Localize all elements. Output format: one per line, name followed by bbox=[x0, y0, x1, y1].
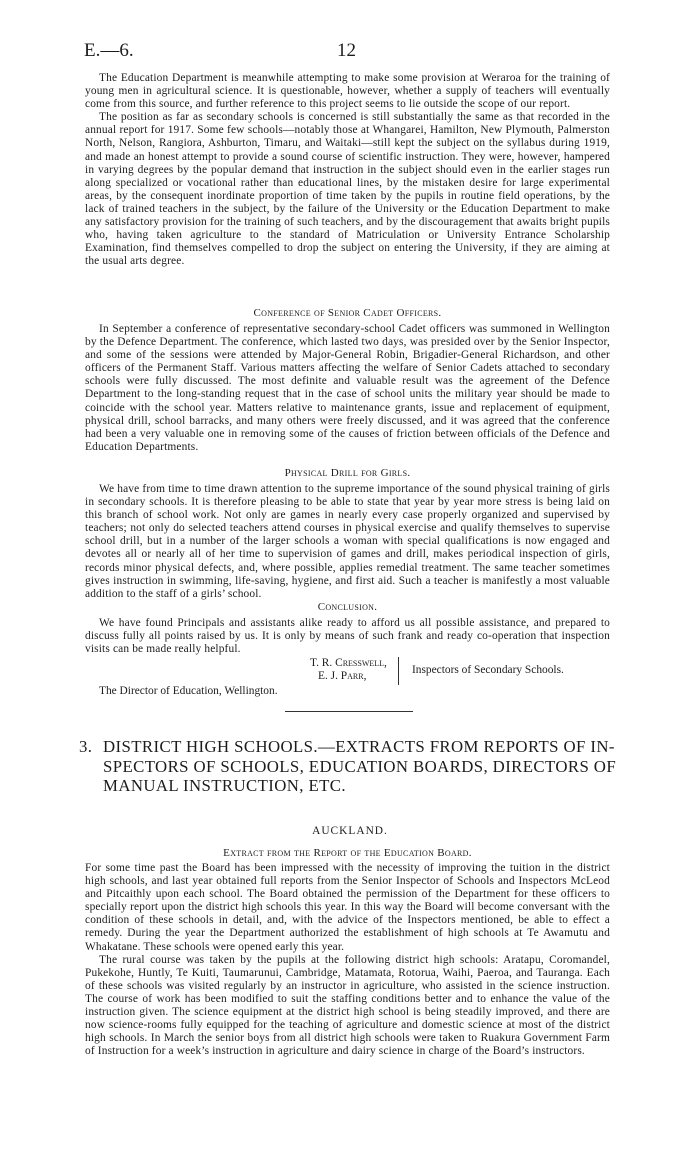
intro-text-block bbox=[85, 72, 610, 268]
paragraph-conclusion: We have found Principals and assistants alike ready to afford us all possible assistance, and prepared to discuss fully all points raised by us. It is only by means of such frank and ready co-operation that inspection visits can be made really helpful. bbox=[85, 617, 610, 656]
signature-brace bbox=[398, 657, 407, 685]
section-number: 3. bbox=[79, 737, 93, 756]
heading-physical-drill: Physical Drill for Girls. bbox=[284, 467, 411, 479]
signature-block bbox=[310, 657, 610, 689]
signatory-cresswell: T. R. Cresswell, bbox=[310, 657, 387, 669]
paragraph-rural-course: The rural course was taken by the pupils at the following district high schools: Aratapu, Coromandel, Pukekohe, Huntly, Te Kuiti, Taumarunui, Cambridge, Matamata, Rotorua, Waihi, Paeroa, and Tauranga. Each of these schools was visited regularly by an instructor in agriculture, who assisted in the science instruction. The course of work has been modified to suit the staffing conditions better and to enhance the value of the instruction given. The science equipment at the district high school is being steadily improved, and there are now science-rooms fully equipped for the teaching of agriculture and domestic science at most of the district high schools. In March the senior boys from all district high schools were taken to Ruakura Government Farm of Instruction for a week’s instruction in agriculture and dairy science in charge of the Board’s instructors. bbox=[85, 953, 610, 1058]
section-title-line-3: MANUAL INSTRUCTION, ETC. bbox=[103, 776, 346, 795]
paragraph-physical-drill: We have from time to time drawn attention to the supreme importance of the sound physical training of girls in secondary schools. It is therefore pleasing to be able to state that year by year more stress is being laid on this branch of school work. Not only are games in nearly every case properly organized and supervised by teachers; not only do selected teachers attend courses in physical exercise and qualify themselves to supervise school drill, but in a number of the larger schools a woman with special qualifications is now engaged and devotes all or nearly all of her time to supervision of games and drill, makes periodical inspection of girls, records minor physical defects, and, where possible, applies remedial treatment. The same teacher sometimes gives instruction in swimming, life-saving, hygiene, and first aid. Such a teacher is manifestly a most valuable addition to the staff of a girls’ school. bbox=[85, 483, 610, 600]
heading-conclusion: Conclusion. bbox=[317, 601, 378, 613]
section-title-line-1: DISTRICT HIGH SCHOOLS.—EXTRACTS FROM REPORTS OF IN- bbox=[103, 737, 615, 756]
addressee-line: The Director of Education, Wellington. bbox=[99, 685, 278, 697]
page-header bbox=[0, 40, 700, 62]
section-title-line-2: SPECTORS OF SCHOOLS, EDUCATION BOARDS, DIRECTORS OF bbox=[103, 756, 617, 776]
paragraph-auckland-tuition: For some time past the Board has been impressed with the necessity of improving the tuition in the district high schools, and last year obtained full reports from the Senior Inspector of Schools and Inspectors McLeod and Pitcaithly upon each school. The Board obtained the permission of the Department for these officers to specially report upon the district high schools this year. In this way the Board will become conversant with the condition of these schools in detail, and, with the advice of the Inspectors mentioned, be able to effect a remedy. During the year the Department authorized the establishment of high schools at Te Awamutu and Whakatane. These schools were opened early this year. bbox=[85, 862, 610, 953]
signatory-names bbox=[310, 657, 387, 683]
signatory-title: Inspectors of Secondary Schools. bbox=[412, 664, 564, 676]
heading-auckland: AUCKLAND. bbox=[312, 825, 388, 837]
auckland-text-block bbox=[85, 847, 610, 1058]
heading-cadet-officers: Conference of Senior Cadet Officers. bbox=[253, 307, 442, 319]
section-3-title bbox=[79, 737, 617, 796]
paragraph-secondary-schools: The position as far as secondary schools is concerned is still substantially the same as that recorded in the annual report for 1917. Some few schools—notably those at Whangarei, Hamilton, New Plymouth, Palmerston North, Nelson, Rangiora, Ashburton, Timaru, and Waitaki—still kept the subject on the syllabus during 1919, and made an honest attempt to provide a sound course of scientific instruction. They were, however, hampered in varying degrees by the popular demand that instruction in the subject should even in the earlier stages run along specialized or vocational rather than educational lines, by the mistaken desire for large experimental areas, by the consequent inordinate proportion of time taken by the pupils in routine field operations, by the lack of trained teachers in the subject, by the failure of the University or the Education Department to make any satisfactory provision for the training of such teachers, and by the discouragement that awaits bright pupils who, having taken agriculture to the standard of Matriculation or University Entrance Scholarship Examination, find themselves compelled to drop the subject on entering the University, if they are aiming at the usual arts degree. bbox=[85, 111, 610, 268]
signatory-parr: E. J. Parr, bbox=[318, 670, 367, 682]
section-divider bbox=[285, 711, 413, 712]
heading-board-extract: Extract from the Report of the Education Board. bbox=[223, 847, 472, 859]
section-physical-drill bbox=[85, 467, 610, 601]
paragraph-weraroa: The Education Department is meanwhile attempting to make some provision at Weraroa for the training of young men in agricultural science. It is questionable, however, whether a supply of teachers will eventually come from this source, and further reference to this project seems to lie outside the scope of our report. bbox=[85, 72, 610, 111]
paragraph-cadets: In September a conference of representative secondary-school Cadet officers was summoned in Wellington by the Defence Department. The conference, which lasted two days, was presided over by the Senior Inspector, and some of the sessions were attended by Major-General Robin, Brigadier-General Richardson, and other officers of the Permanent Staff. Various matters affecting the welfare of Senior Cadets attached to secondary schools were fully discussed. The most definite and valuable result was the agreement of the Defence Department to the long-standing request that in the case of school units the military year should be made to coincide with the school year. Matters relative to maintenance grants, issue and replacement of equipment, physical drill, school barracks, and many others were freely discussed, and it was agreed that the conference had been a very valuable one in removing some of the causes of friction between officials of the Defence and Education Departments. bbox=[85, 323, 610, 453]
report-code: E.—6. bbox=[84, 40, 134, 61]
section-conclusion bbox=[85, 601, 610, 656]
section-cadets bbox=[85, 307, 610, 454]
page-number: 12 bbox=[337, 40, 356, 61]
